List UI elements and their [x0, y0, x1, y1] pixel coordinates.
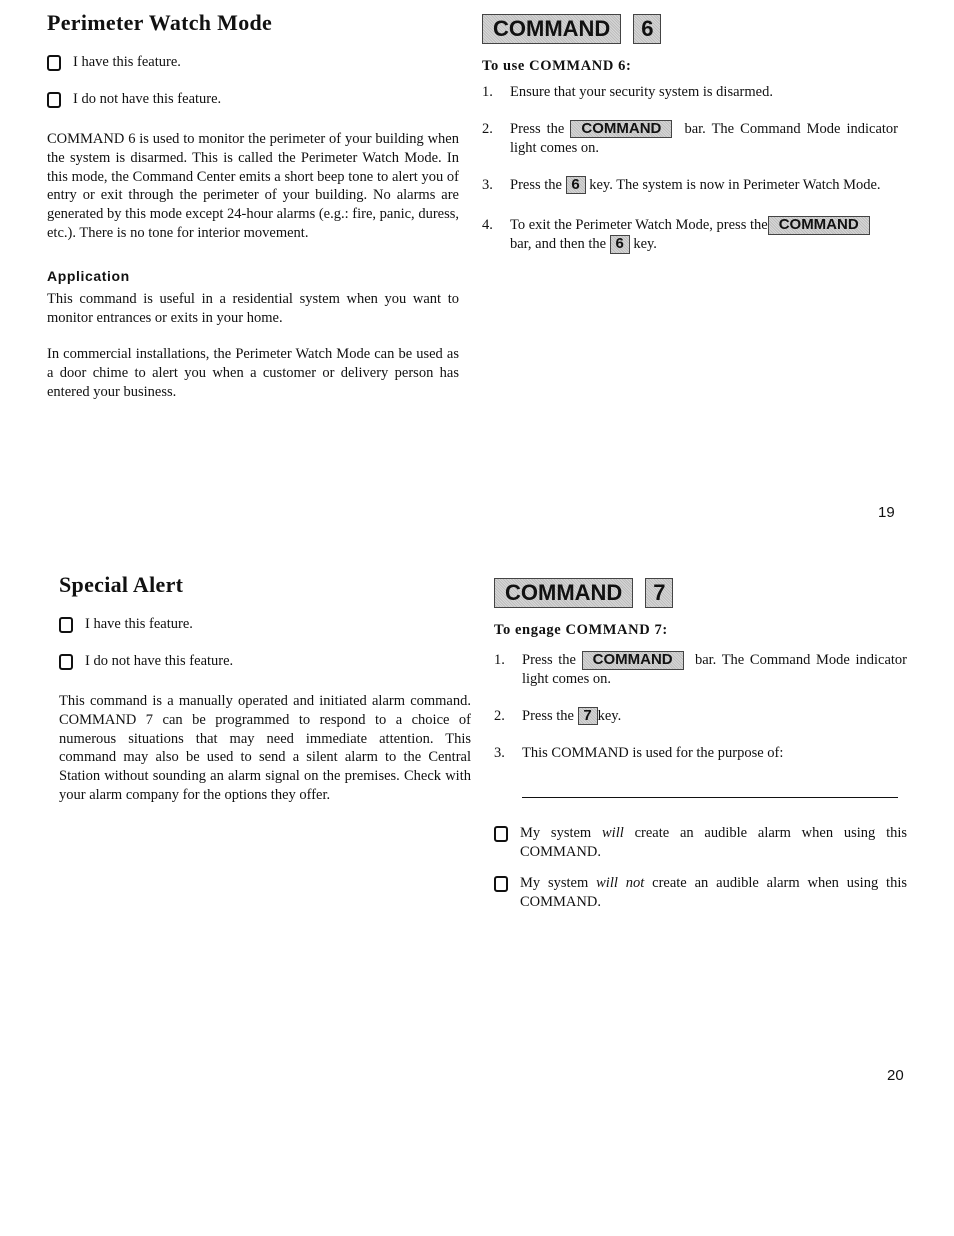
checkbox-icon: [47, 55, 61, 71]
step-3: 3. This COMMAND is used for the purpose of:: [494, 744, 784, 761]
key-6-inline: 6: [610, 235, 630, 254]
command-bar-inline: COMMAND: [582, 651, 684, 670]
will-not-alarm-checkbox[interactable]: My system will not create an audible alarm when using this COMMAND.: [494, 874, 907, 912]
will-alarm-checkbox[interactable]: My system will create an audible alarm when using this COMMAND.: [494, 824, 907, 862]
application-heading: Application: [47, 267, 130, 284]
have-feature-label: I have this feature.: [73, 54, 181, 70]
engage-command-7-heading: To engage COMMAND 7:: [494, 622, 668, 639]
page-number-20: 20: [887, 1067, 904, 1084]
key-6-graphic: 6: [633, 14, 661, 44]
use-command-6-heading: To use COMMAND 6:: [482, 58, 632, 75]
page19-title: Perimeter Watch Mode: [47, 10, 273, 35]
checkbox-icon: [47, 92, 61, 108]
key-7-inline: 7: [578, 707, 598, 726]
step-1: 1. Ensure that your security system is disarmed.: [482, 84, 773, 101]
command-7-banner: [494, 578, 673, 608]
key-6-inline: 6: [566, 176, 586, 195]
checkbox-icon: [59, 654, 73, 670]
special-alert-intro: This command is a manually operated and initiated alarm command. COMMAND 7 can be programmed to respond to a choice of numerous situations that may need immediate attention. This command may also be used to send a silent alarm to the Central Station without sounding an alarm signal on the premises. Check with your alarm company for the options they offer.: [59, 693, 471, 803]
page20-title: Special Alert: [59, 572, 184, 597]
have-feature-checkbox-20[interactable]: [59, 616, 471, 633]
have-feature-label: I have this feature.: [85, 616, 193, 632]
have-feature-checkbox-19[interactable]: [47, 54, 459, 71]
page19-left-column: [47, 10, 459, 402]
checkbox-icon: [59, 617, 73, 633]
step-2: 2. Press the COMMAND bar. The Command Mode indicator light comes on.: [482, 119, 898, 156]
application-p2: In commercial installations, the Perimeter Watch Mode can be used as a door chime to alert you when a customer or delivery person has entered your business.: [47, 346, 459, 400]
perimeter-intro: COMMAND 6 is used to monitor the perimeter of your building when the system is disarmed. This is called the Perimeter Watch Mode. In this mode, the Command Center emits a short beep tone to alert you of entry or exit through the perimeter of your building. No alarms are generated by this mode except 24-hour alarms (e.g.: fire, panic, duress, etc.). There is no tone for interior movement.: [47, 131, 459, 241]
step-1: 1. Press the COMMAND bar. The Command Mode indicator light comes on.: [494, 651, 907, 687]
command-bar-inline: COMMAND: [768, 216, 870, 235]
command-7-steps: [494, 651, 907, 762]
command-bar-inline: COMMAND: [570, 120, 672, 139]
page20-left-column: [59, 572, 471, 805]
step-4: 4. To exit the Perimeter Watch Mode, press the COMMAND bar, and then the 6 key.: [482, 216, 898, 254]
page20-right-column: [494, 578, 907, 912]
no-feature-label: I do not have this feature.: [85, 653, 234, 669]
no-feature-label: I do not have this feature.: [73, 91, 222, 107]
no-feature-checkbox-19[interactable]: [47, 91, 459, 108]
application-p1: This command is useful in a residential system when you want to monitor entrances or exits in your home.: [47, 290, 459, 326]
command-6-steps: [482, 83, 898, 254]
command-key-graphic: COMMAND: [482, 14, 621, 44]
command-6-banner: [482, 14, 661, 44]
purpose-blank-line[interactable]: [522, 796, 898, 798]
key-7-graphic: 7: [645, 578, 673, 608]
page19-right-column: [482, 14, 898, 254]
no-feature-checkbox-20[interactable]: [59, 653, 471, 670]
page-number-19: 19: [878, 504, 895, 521]
checkbox-icon: [494, 826, 508, 842]
checkbox-icon: [494, 876, 508, 892]
step-3: 3. Press the 6 key. The system is now in Perimeter Watch Mode.: [482, 175, 881, 193]
command-key-graphic: COMMAND: [494, 578, 633, 608]
step-2: 2. Press the 7 key.: [494, 706, 622, 724]
